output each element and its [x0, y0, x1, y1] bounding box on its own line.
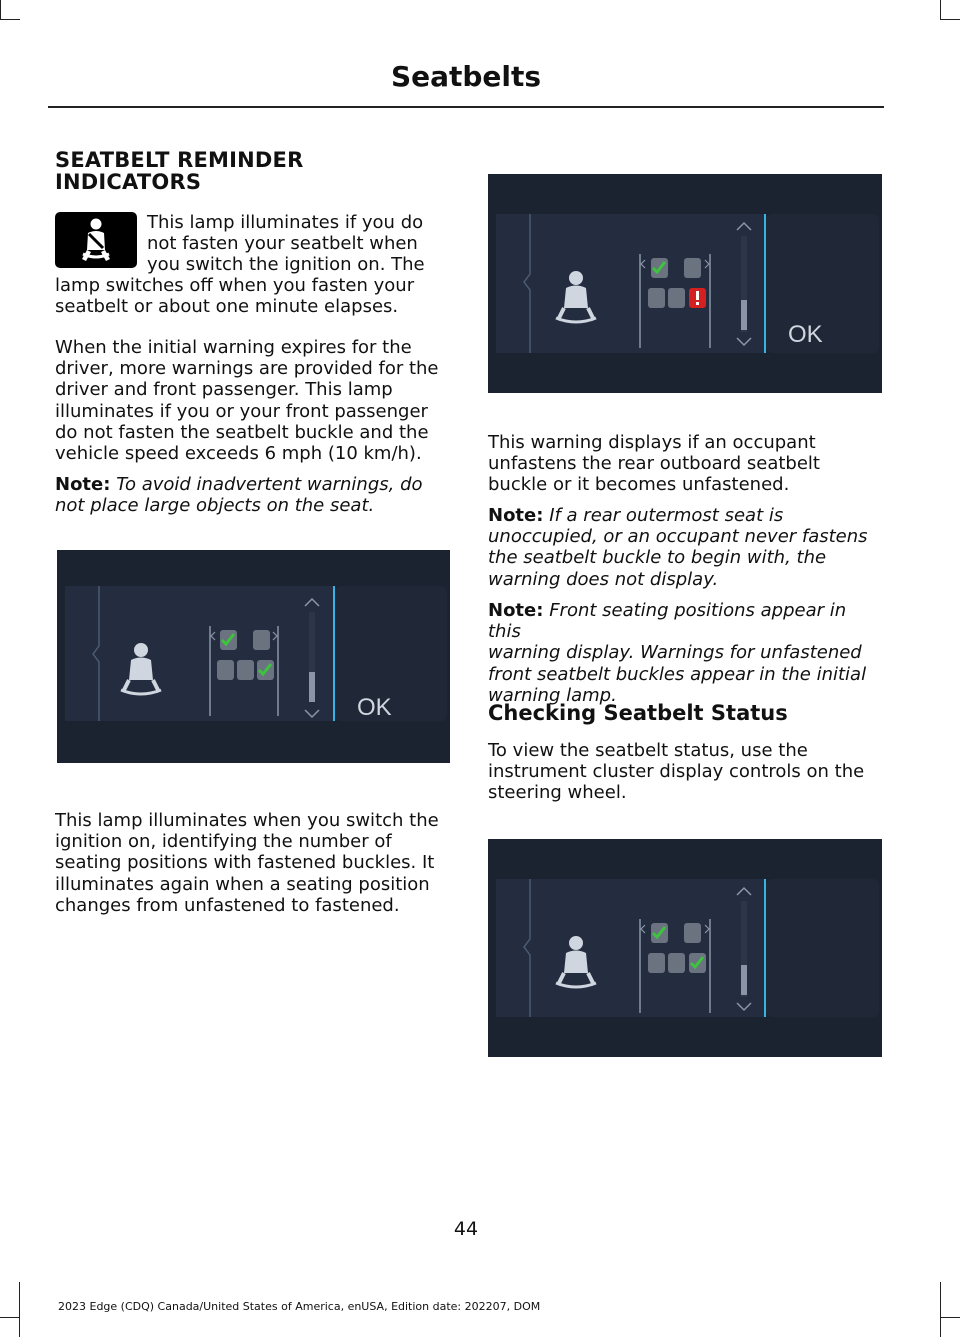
paragraph-line: seating positions with fastened buckles. It — [55, 852, 435, 874]
paragraph-line: driver, more warnings are provided for the — [55, 358, 439, 380]
page-title: Seatbelts — [390, 60, 542, 93]
seat-status-icon — [648, 288, 665, 308]
ok-label: OK — [788, 321, 823, 348]
seatbelt-warning-lamp — [55, 212, 137, 268]
cluster-display-seatbelt-status — [488, 839, 882, 1057]
paragraph-line: steering wheel. — [488, 782, 627, 804]
crop-mark — [940, 19, 960, 20]
crop-mark — [0, 19, 20, 20]
paragraph-line: This lamp illuminates if you do — [147, 212, 424, 233]
note-text: not place large objects on the seat. — [55, 495, 375, 517]
note-text: If a rear outermost seat is — [549, 505, 784, 526]
header-divider — [48, 106, 884, 108]
paragraph-line: ignition on, identifying the number of — [55, 831, 392, 853]
page-number: 44 — [453, 1218, 479, 1240]
seat-status-icon — [257, 660, 274, 680]
note-label: Note: — [55, 474, 111, 495]
note-text: warning does not display. — [488, 568, 719, 590]
note-text: front seatbelt buckles appear in the initial — [488, 663, 867, 685]
note-label: Note: — [488, 505, 544, 526]
crop-mark — [940, 0, 941, 20]
crop-mark — [0, 0, 1, 20]
note-text: To avoid inadvertent warnings, do — [116, 474, 423, 495]
crop-mark — [940, 1282, 941, 1337]
paragraph-line: illuminates if you or your front passenger — [55, 400, 428, 422]
paragraph-line: lamp switches off when you fasten your — [55, 275, 415, 296]
seat-status-icon — [684, 923, 701, 943]
paragraph-line: vehicle speed exceeds 6 mph (10 km/h). — [55, 443, 422, 465]
section-title-line: SEATBELT REMINDER — [55, 148, 304, 172]
paragraph-line: When the initial warning expires for the — [55, 337, 412, 358]
seat-alert-icon — [689, 288, 706, 308]
paragraph-line: driver and front passenger. This lamp — [55, 379, 393, 401]
crop-mark — [19, 1282, 20, 1337]
note-text: Front seating positions appear in this — [488, 600, 847, 643]
paragraph-line: instrument cluster display controls on the — [488, 761, 865, 783]
seat-status-icon — [668, 288, 685, 308]
paragraph-line: seatbelt or about one minute elapses. — [55, 296, 399, 318]
crop-mark — [940, 1317, 960, 1318]
paragraph-line: This warning displays if an occupant — [488, 432, 816, 453]
seat-status-icon — [651, 923, 668, 943]
paragraph-line: This lamp illuminates when you switch the — [55, 810, 439, 831]
note-text: unoccupied, or an occupant never fastens — [488, 526, 868, 548]
footer-edition: 2023 Edge (CDQ) Canada/United States of America, enUSA, Edition date: 202207, DOM — [58, 1300, 541, 1313]
seat-status-icon — [253, 630, 270, 650]
subheading: Checking Seatbelt Status — [488, 701, 788, 725]
paragraph-line: buckle or it becomes unfastened. — [488, 474, 790, 496]
seat-status-icon — [689, 953, 706, 973]
paragraph-line: unfastens the rear outboard seatbelt — [488, 453, 820, 475]
note-label: Note: — [488, 600, 544, 621]
section-title — [55, 149, 450, 193]
ok-label: OK — [357, 694, 392, 721]
paragraph-line: illuminates again when a seating position — [55, 873, 430, 895]
cluster-display-all-fastened — [57, 550, 450, 763]
paragraph-line: To view the seatbelt status, use the — [488, 740, 808, 761]
seat-status-icon — [220, 630, 237, 650]
note-text: warning lamp. — [488, 684, 617, 706]
paragraph-line: you switch the ignition on. The — [147, 254, 425, 276]
note-text: warning display. Warnings for unfastened — [488, 642, 862, 664]
seat-status-icon — [651, 258, 668, 278]
seat-status-icon — [684, 258, 701, 278]
crop-mark — [0, 1317, 20, 1318]
paragraph-line: not fasten your seatbelt when — [147, 233, 418, 255]
cluster-display-rear-unfastened — [488, 174, 882, 393]
seat-status-icon — [237, 660, 254, 680]
paragraph-line: do not fasten the seatbelt buckle and the — [55, 421, 429, 443]
note-text: the seatbelt buckle to begin with, the — [488, 547, 827, 569]
seatbelt-icon — [55, 212, 137, 268]
paragraph-line: changes from unfastened to fastened. — [55, 894, 400, 916]
seat-status-icon — [668, 953, 685, 973]
seat-status-icon — [217, 660, 234, 680]
section-title-line: INDICATORS — [55, 170, 202, 194]
seat-status-icon — [648, 953, 665, 973]
